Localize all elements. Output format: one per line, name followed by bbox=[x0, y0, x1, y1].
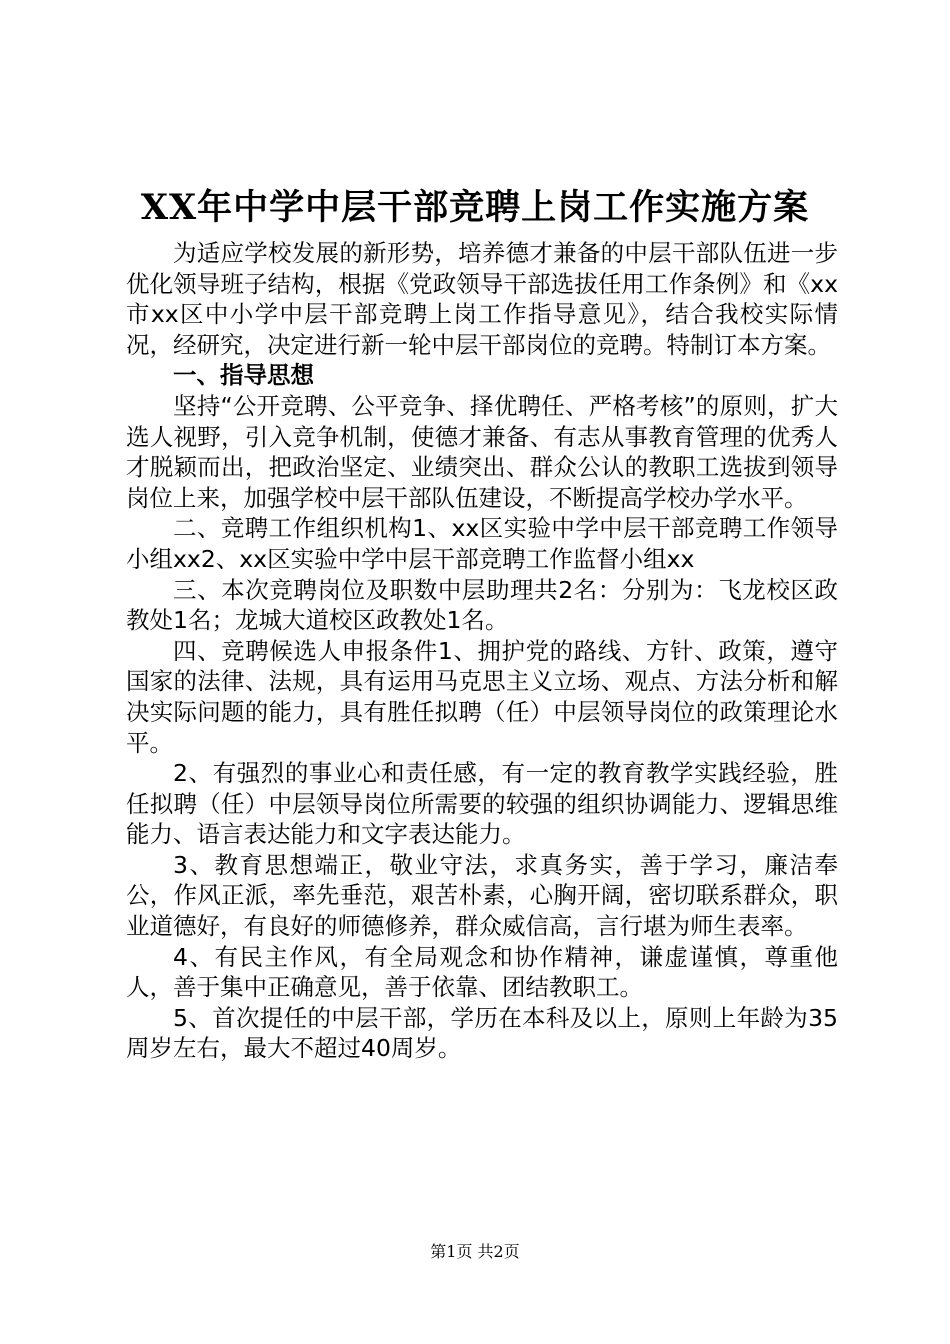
section4-item1-paragraph: 四、竞聘候选人申报条件1、拥护党的路线、方针、政策，遵守国家的法律、法规，具有运用马克思主义立场、观点、方法分析和解决实际问题的能力，具有胜任拟聘（任）中层领导岗位的政策理论水平。 bbox=[126, 636, 838, 757]
section4-item2-paragraph: 2、有强烈的事业心和责任感，有一定的教育教学实践经验，胜任拟聘（任）中层领导岗位所需要的较强的组织协调能力、逻辑思维能力、语言表达能力和文字表达能力。 bbox=[126, 759, 838, 849]
intro-paragraph: 为适应学校发展的新形势，培养德才兼备的中层干部队伍进一步优化领导班子结构，根据《党政领导干部选拔任用工作条例》和《xx市xx区中小学中层干部竞聘上岗工作指导意见》，结合我校实际情况，经研究，决定进行新一轮中层干部岗位的竞聘。特制订本方案。 bbox=[126, 239, 838, 359]
document-body bbox=[126, 238, 838, 1064]
section4-item5-paragraph: 5、首次提任的中层干部，学历在本科及以上，原则上年龄为35周岁左右，最大不超过40周岁。 bbox=[126, 1003, 838, 1063]
page-footer: 第1页 共2页 bbox=[430, 1242, 520, 1261]
section1-heading: 一、指导思想 bbox=[173, 361, 314, 390]
section4-item3-paragraph: 3、教育思想端正，敬业守法，求真务实，善于学习，廉洁奉公，作风正派，率先垂范，艰苦朴素，心胸开阔，密切联系群众，职业道德好，有良好的师德修养，群众威信高，言行堪为师生表率。 bbox=[126, 850, 838, 941]
section3-paragraph: 三、本次竞聘岗位及职数中层助理共2名：分别为：飞龙校区政教处1名；龙城大道校区政教处1名。 bbox=[126, 575, 838, 635]
section4-item4-paragraph: 4、有民主作风，有全局观念和协作精神，谦虚谨慎，尊重他人，善于集中正确意见，善于依靠、团结教职工。 bbox=[126, 942, 838, 1002]
section1-paragraph: 坚持“公开竞聘、公平竞争、择优聘任、严格考核”的原则，扩大选人视野，引入竞争机制，使德才兼备、有志从事教育管理的优秀人才脱颖而出，把政治坚定、业绩突出、群众公认的教职工选拔到领导岗位上来，加强学校中层干部队伍建设，不断提高学校办学水平。 bbox=[126, 391, 838, 512]
section2-paragraph: 二、竞聘工作组织机构1、xx区实验中学中层干部竞聘工作领导小组xx2、xx区实验中学中层干部竞聘工作监督小组xx bbox=[126, 514, 838, 573]
document-title: XX年中学中层干部竞聘上岗工作实施方案 bbox=[140, 187, 810, 228]
